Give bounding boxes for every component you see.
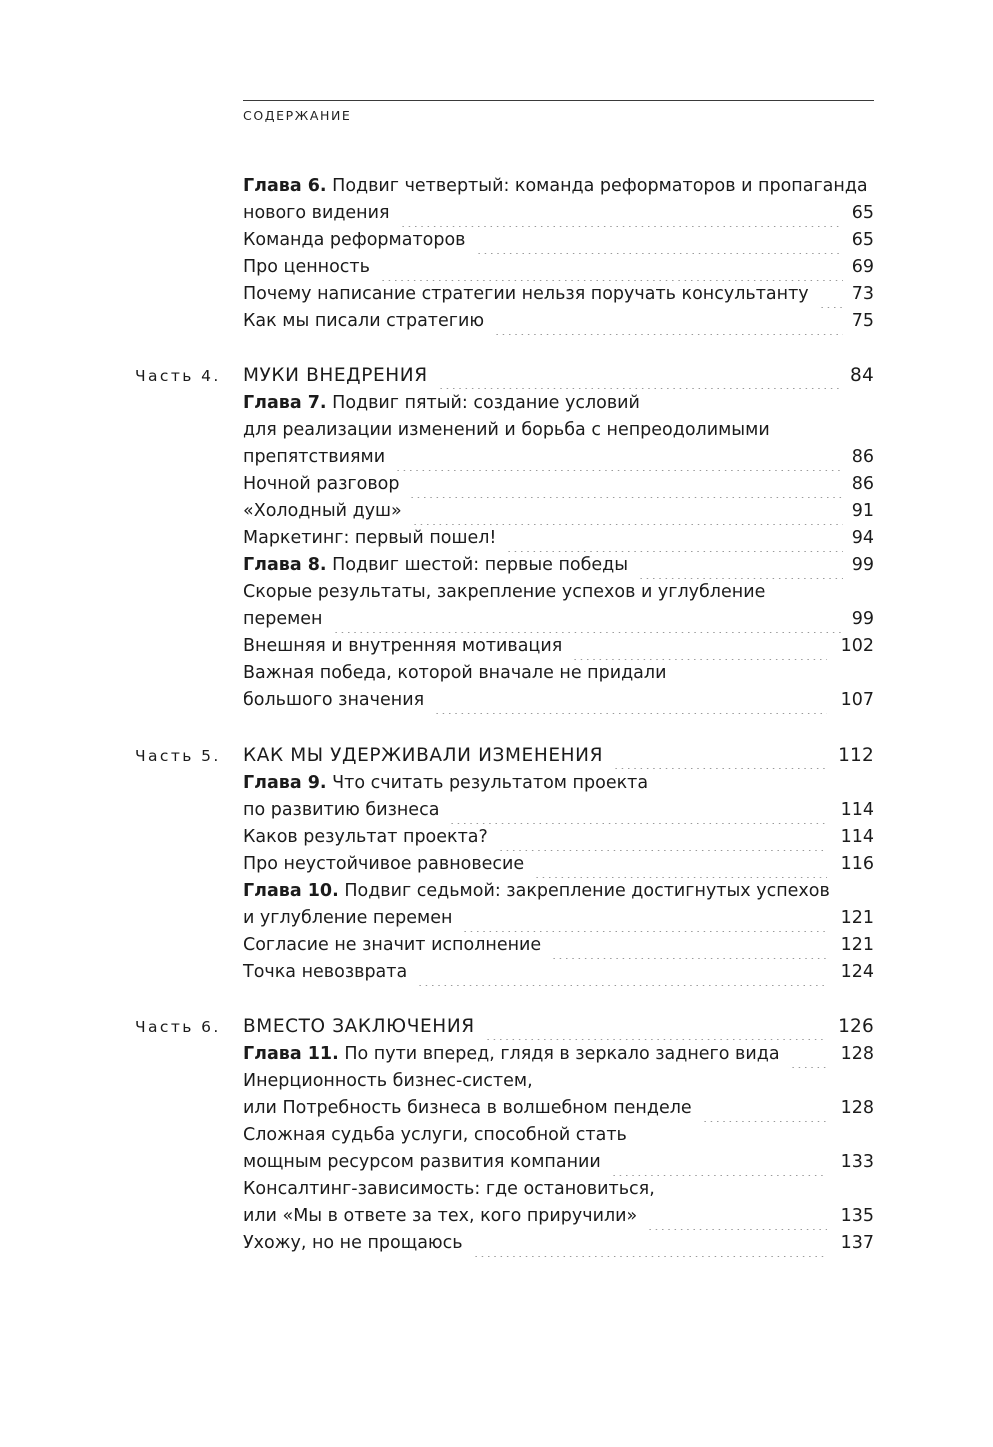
chapter-title-line: Что считать результатом проекта xyxy=(332,773,649,793)
page-number: 128 xyxy=(840,1044,874,1064)
chapter-label: Глава 10. xyxy=(243,881,339,901)
toc-chapter-6[interactable] xyxy=(243,173,874,200)
leader-dots xyxy=(819,287,843,308)
leader-dots xyxy=(462,911,827,932)
toc-chapter-7[interactable] xyxy=(243,390,874,417)
leader-dots xyxy=(438,368,841,389)
toc-item-label: перемен xyxy=(243,609,323,629)
toc-item-label: Сложная судьба услуги, способной стать xyxy=(243,1125,627,1145)
page-header: СОДЕРЖАНИЕ xyxy=(243,108,352,123)
chapter-title-line: по развитию бизнеса xyxy=(243,800,440,820)
toc-chapter-9-cont[interactable] xyxy=(243,797,874,824)
toc-item-label: большого значения xyxy=(243,690,425,710)
toc-item-cont[interactable] xyxy=(243,606,874,633)
leader-dots xyxy=(572,639,827,660)
leader-dots xyxy=(380,260,843,281)
toc-item-label: Про неустойчивое равновесие xyxy=(243,854,525,874)
toc-item[interactable] xyxy=(243,824,874,851)
page-number: 112 xyxy=(838,745,874,766)
leader-dots xyxy=(638,558,843,579)
toc-item-label: Про ценность xyxy=(243,257,370,277)
chapter-label: Глава 6. xyxy=(243,176,327,196)
page-number: 99 xyxy=(851,555,874,575)
toc-part-6[interactable] xyxy=(243,1013,874,1040)
leader-dots xyxy=(613,748,827,769)
part-label: Часть 5. xyxy=(135,747,221,765)
toc-chapter-7-cont[interactable] xyxy=(243,417,874,444)
page-number: 102 xyxy=(840,636,874,656)
leader-dots xyxy=(485,1019,827,1040)
toc-item[interactable] xyxy=(243,660,874,687)
toc-item-label: Как мы писали стратегию xyxy=(243,311,485,331)
toc-item-label: Инерционность бизнес-систем, xyxy=(243,1071,533,1091)
leader-dots xyxy=(395,450,843,471)
toc-item-label: Каков результат проекта? xyxy=(243,827,488,847)
toc-item-label: мощным ресурсом развития компании xyxy=(243,1152,601,1172)
leader-dots xyxy=(476,233,843,254)
leader-dots xyxy=(400,206,843,227)
toc-item-label: Консалтинг-зависимость: где остановиться, xyxy=(243,1179,655,1199)
page-number: 133 xyxy=(840,1152,874,1172)
leader-dots xyxy=(702,1101,827,1122)
page-number: 86 xyxy=(851,474,874,494)
toc-item-label: Почему написание стратегии нельзя поручать консультанту xyxy=(243,284,809,304)
toc-item[interactable] xyxy=(243,579,874,606)
chapter-title-line: и углубление перемен xyxy=(243,908,453,928)
chapter-title-line: для реализации изменений и борьба с непреодолимыми xyxy=(243,420,770,440)
leader-dots xyxy=(506,531,842,552)
toc-chapter-8[interactable] xyxy=(243,552,874,579)
leader-dots xyxy=(494,314,843,335)
toc-item-label: Ночной разговор xyxy=(243,474,400,494)
page-number: 121 xyxy=(840,908,874,928)
page-number: 124 xyxy=(840,962,874,982)
page-number: 91 xyxy=(851,501,874,521)
leader-dots xyxy=(647,1209,827,1230)
leader-dots xyxy=(498,830,827,851)
toc-part-4[interactable] xyxy=(243,362,874,389)
leader-dots xyxy=(417,965,827,986)
page-number: 65 xyxy=(851,230,874,250)
page-number: 135 xyxy=(840,1206,874,1226)
page-number: 73 xyxy=(851,284,874,304)
chapter-title-line: Подвиг четвертый: команда реформаторов и пропаганда xyxy=(332,176,868,196)
toc-chapter-6-cont[interactable] xyxy=(243,200,874,227)
leader-dots xyxy=(434,693,827,714)
toc-item-label: или Потребность бизнеса в волшебном пенделе xyxy=(243,1098,692,1118)
page-number: 126 xyxy=(838,1016,874,1037)
leader-dots xyxy=(551,938,827,959)
toc-item-cont[interactable] xyxy=(243,1149,874,1176)
toc-item[interactable] xyxy=(243,308,874,335)
toc-item[interactable] xyxy=(243,1068,874,1095)
leader-dots xyxy=(790,1047,827,1068)
toc-item[interactable] xyxy=(243,932,874,959)
toc-item-label: Команда реформаторов xyxy=(243,230,466,250)
chapter-title-line: препятствиями xyxy=(243,447,386,467)
toc-chapter-10-cont[interactable] xyxy=(243,905,874,932)
page-number: 69 xyxy=(851,257,874,277)
toc-item-label: Точка невозврата xyxy=(243,962,408,982)
toc-item-cont[interactable] xyxy=(243,1203,874,1230)
chapter-label: Глава 8. xyxy=(243,555,327,575)
page-number: 86 xyxy=(851,447,874,467)
toc-item-label: Важная победа, которой вначале не придали xyxy=(243,663,667,683)
part-label: Часть 6. xyxy=(135,1018,221,1036)
page-number: 75 xyxy=(851,311,874,331)
toc-item[interactable] xyxy=(243,498,874,525)
page-number: 128 xyxy=(840,1098,874,1118)
toc-chapter-7-end[interactable] xyxy=(243,444,874,471)
chapter-label: Глава 9. xyxy=(243,773,327,793)
page-number: 114 xyxy=(840,800,874,820)
page-number: 114 xyxy=(840,827,874,847)
toc-item-label: Внешняя и внутренняя мотивация xyxy=(243,636,563,656)
toc-chapter-11[interactable] xyxy=(243,1041,874,1068)
chapter-label: Глава 11. xyxy=(243,1044,339,1064)
toc-item[interactable] xyxy=(243,633,874,660)
chapter-heading xyxy=(243,552,638,579)
page-number: 116 xyxy=(840,854,874,874)
toc-chapter-10[interactable] xyxy=(243,878,874,905)
leader-dots xyxy=(409,477,842,498)
toc-chapter-9[interactable] xyxy=(243,770,874,797)
page-number: 121 xyxy=(840,935,874,955)
toc-item-label: или «Мы в ответе за тех, кого приручили» xyxy=(243,1206,638,1226)
toc-item[interactable] xyxy=(243,254,874,281)
leader-dots xyxy=(333,612,843,633)
toc-item-label: Согласие не значит исполнение xyxy=(243,935,542,955)
chapter-title-line: Подвиг пятый: создание условий xyxy=(332,393,640,413)
toc-item-label: «Холодный душ» xyxy=(243,501,402,521)
page-number: 107 xyxy=(840,690,874,710)
chapter-title-line: Подвиг шестой: первые победы xyxy=(332,555,629,575)
page-number: 94 xyxy=(851,528,874,548)
leader-dots xyxy=(611,1155,827,1176)
toc-item[interactable] xyxy=(243,1176,874,1203)
toc-item[interactable] xyxy=(243,281,874,308)
toc-item[interactable] xyxy=(243,1230,874,1257)
toc-item-label: Ухожу, но не прощаюсь xyxy=(243,1233,463,1253)
toc-item[interactable] xyxy=(243,227,874,254)
chapter-heading xyxy=(243,1041,790,1068)
part-title: МУКИ ВНЕДРЕНИЯ xyxy=(243,365,428,386)
toc-item-cont[interactable] xyxy=(243,687,874,714)
toc-part-5[interactable] xyxy=(243,742,874,769)
page-number: 84 xyxy=(850,365,874,386)
toc-item-label: Маркетинг: первый пошел! xyxy=(243,528,497,548)
part-title: КАК МЫ УДЕРЖИВАЛИ ИЗМЕНЕНИЯ xyxy=(243,745,604,766)
leader-dots xyxy=(449,803,827,824)
part-label: Часть 4. xyxy=(135,367,221,385)
part-title: ВМЕСТО ЗАКЛЮЧЕНИЯ xyxy=(243,1016,475,1037)
leader-dots xyxy=(412,504,843,525)
chapter-label: Глава 7. xyxy=(243,393,327,413)
toc-item-cont[interactable] xyxy=(243,1095,874,1122)
toc-item[interactable] xyxy=(243,525,874,552)
page-number: 137 xyxy=(840,1233,874,1253)
toc-item-label: Скорые результаты, закрепление успехов и углубление xyxy=(243,582,766,602)
toc-item[interactable] xyxy=(243,851,874,878)
toc-item[interactable] xyxy=(243,1122,874,1149)
chapter-title-line: Подвиг седьмой: закрепление достигнутых успехов xyxy=(344,881,830,901)
leader-dots xyxy=(534,857,827,878)
page-number: 99 xyxy=(851,609,874,629)
page-number: 65 xyxy=(851,203,874,223)
toc-item[interactable] xyxy=(243,471,874,498)
chapter-title-line: нового видения xyxy=(243,203,390,223)
leader-dots xyxy=(473,1236,827,1257)
toc-item[interactable] xyxy=(243,959,874,986)
chapter-title-line: По пути вперед, глядя в зеркало заднего вида xyxy=(344,1044,780,1064)
